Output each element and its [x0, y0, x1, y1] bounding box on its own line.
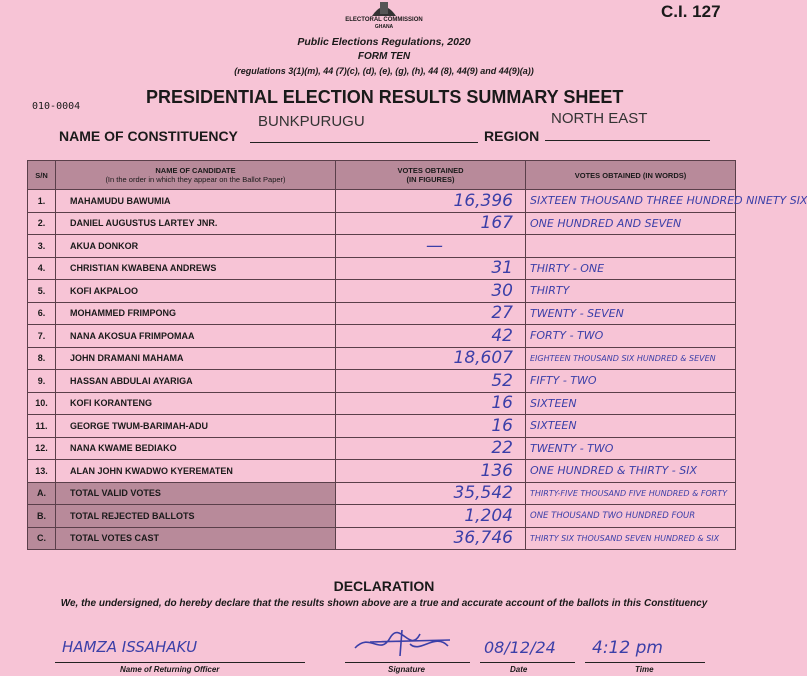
total-figures: 35,542: [336, 482, 526, 505]
row-sn: 4.: [28, 257, 56, 280]
table-row: [28, 437, 736, 460]
row-figures: 16: [336, 415, 526, 438]
table-row: [28, 257, 736, 280]
row-words: EIGHTEEN THOUSAND SIX HUNDRED & SEVEN: [526, 347, 736, 370]
row-words: SIXTEEN THOUSAND THREE HUNDRED NINETY SIX: [526, 190, 736, 213]
row-figures: 22: [336, 437, 526, 460]
header-candidate-sub: (In the order in which they appear on the Ballot Paper): [105, 175, 286, 184]
row-figures: 16,396: [336, 190, 526, 213]
row-words: FIFTY - TWO: [526, 370, 736, 393]
row-figures: 31: [336, 257, 526, 280]
row-candidate: GEORGE TWUM-BARIMAH-ADU: [56, 415, 336, 438]
row-sn: 13.: [28, 460, 56, 483]
total-row: [28, 527, 736, 550]
constituency-value: BUNKPURUGU: [258, 113, 365, 130]
table-row: [28, 392, 736, 415]
signature-label: Signature: [388, 665, 425, 674]
row-candidate: CHRISTIAN KWABENA ANDREWS: [56, 257, 336, 280]
row-figures: 52: [336, 370, 526, 393]
total-words: THIRTY-FIVE THOUSAND FIVE HUNDRED & FORTY: [526, 482, 736, 505]
table-row: [28, 415, 736, 438]
row-candidate: KOFI AKPALOO: [56, 280, 336, 303]
row-candidate: NANA KWAME BEDIAKO: [56, 437, 336, 460]
time-underline: [585, 662, 705, 663]
form-number: FORM TEN: [357, 51, 411, 62]
header-candidate: [56, 161, 336, 190]
row-words: [526, 235, 736, 258]
row-words: SIXTEEN: [526, 415, 736, 438]
coat-of-arms-icon: [369, 0, 399, 18]
row-candidate: ALAN JOHN KWADWO KYEREMATEN: [56, 460, 336, 483]
header-figures: [336, 161, 526, 190]
row-sn: 2.: [28, 212, 56, 235]
row-sn: 1.: [28, 190, 56, 213]
page-title: PRESIDENTIAL ELECTION RESULTS SUMMARY SHEET: [146, 87, 624, 107]
row-sn: 6.: [28, 302, 56, 325]
region-underline: [545, 140, 710, 141]
row-candidate: JOHN DRAMANI MAHAMA: [56, 347, 336, 370]
row-figures: —: [336, 235, 526, 258]
row-words: THIRTY - ONE: [526, 257, 736, 280]
total-figures: 1,204: [336, 505, 526, 528]
row-figures: 18,607: [336, 347, 526, 370]
header-candidate-title: NAME OF CANDIDATE: [155, 166, 236, 175]
total-words: ONE THOUSAND TWO HUNDRED FOUR: [526, 505, 736, 528]
total-sn: A.: [28, 482, 56, 505]
commission-name: ELECTORAL COMMISSION: [345, 17, 423, 23]
total-sn: C.: [28, 527, 56, 550]
row-sn: 5.: [28, 280, 56, 303]
row-candidate: HASSAN ABDULAI AYARIGA: [56, 370, 336, 393]
table-row: [28, 280, 736, 303]
row-words: SIXTEEN: [526, 392, 736, 415]
row-figures: 167: [336, 212, 526, 235]
row-candidate: DANIEL AUGUSTUS LARTEY JNR.: [56, 212, 336, 235]
table-row: [28, 370, 736, 393]
total-figures: 36,746: [336, 527, 526, 550]
row-words: THIRTY: [526, 280, 736, 303]
table-row: [28, 302, 736, 325]
regulations-reference: (regulations 3(1)(m), 44 (7)(c), (d), (e), (g), (h), 44 (8), 44(9) and 44(9)(a)): [234, 66, 534, 76]
row-sn: 8.: [28, 347, 56, 370]
time-label: Time: [635, 665, 654, 674]
row-words: ONE HUNDRED AND SEVEN: [526, 212, 736, 235]
total-words: THIRTY SIX THOUSAND SEVEN HUNDRED & SIX: [526, 527, 736, 550]
table-header-row: [28, 161, 736, 190]
row-figures: 16: [336, 392, 526, 415]
header-words: VOTES OBTAINED (IN WORDS): [526, 161, 736, 190]
row-candidate: AKUA DONKOR: [56, 235, 336, 258]
row-words: TWENTY - TWO: [526, 437, 736, 460]
table-row: [28, 190, 736, 213]
row-words: FORTY - TWO: [526, 325, 736, 348]
date-underline: [480, 662, 575, 663]
constituency-label: NAME OF CONSTITUENCY: [59, 128, 238, 144]
row-candidate: MOHAMMED FRIMPONG: [56, 302, 336, 325]
declaration-time: 4:12 pm: [592, 638, 663, 658]
constituency-underline: [250, 142, 478, 143]
serial-number: 010-0004: [32, 101, 81, 112]
row-candidate: MAHAMUDU BAWUMIA: [56, 190, 336, 213]
row-sn: 9.: [28, 370, 56, 393]
declaration-text: We, the undersigned, do hereby declare that the results shown above are a true and accurate account of the ballots in this Constituency: [60, 598, 708, 609]
commission-country: GHANA: [374, 24, 394, 30]
row-figures: 30: [336, 280, 526, 303]
header-figures-title: VOTES OBTAINED: [397, 166, 464, 175]
date-label: Date: [510, 665, 528, 674]
officer-label: Name of Returning Officer: [120, 665, 220, 674]
table-row: [28, 235, 736, 258]
total-label: TOTAL VALID VOTES: [56, 482, 336, 505]
row-figures: 42: [336, 325, 526, 348]
total-row: [28, 482, 736, 505]
row-sn: 10.: [28, 392, 56, 415]
row-candidate: KOFI KORANTENG: [56, 392, 336, 415]
declaration-date: 08/12/24: [484, 638, 556, 657]
returning-officer-name: HAMZA ISSAHAKU: [62, 638, 198, 656]
row-figures: 136: [336, 460, 526, 483]
ci-number: C.I. 127: [661, 2, 721, 21]
total-label: TOTAL VOTES CAST: [56, 527, 336, 550]
row-sn: 11.: [28, 415, 56, 438]
region-value: NORTH EAST: [551, 110, 648, 127]
total-sn: B.: [28, 505, 56, 528]
row-sn: 7.: [28, 325, 56, 348]
officer-underline: [55, 662, 305, 663]
table-row: [28, 347, 736, 370]
row-sn: 3.: [28, 235, 56, 258]
total-label: TOTAL REJECTED BALLOTS: [56, 505, 336, 528]
signature: [350, 626, 460, 662]
table-row: [28, 460, 736, 483]
results-table: [27, 160, 807, 550]
table-row: [28, 325, 736, 348]
row-words: ONE HUNDRED & THIRTY - SIX: [526, 460, 736, 483]
declaration-title: DECLARATION: [333, 578, 435, 594]
total-row: [28, 505, 736, 528]
row-words: TWENTY - SEVEN: [526, 302, 736, 325]
row-candidate: NANA AKOSUA FRIMPOMAA: [56, 325, 336, 348]
row-sn: 12.: [28, 437, 56, 460]
table-row: [28, 212, 736, 235]
regulations-title: Public Elections Regulations, 2020: [297, 36, 471, 48]
row-figures: 27: [336, 302, 526, 325]
header-figures-sub: (IN FIGURES): [406, 175, 455, 184]
header-sn: S/N: [28, 161, 56, 190]
region-label: REGION: [484, 128, 540, 144]
signature-underline: [345, 662, 470, 663]
